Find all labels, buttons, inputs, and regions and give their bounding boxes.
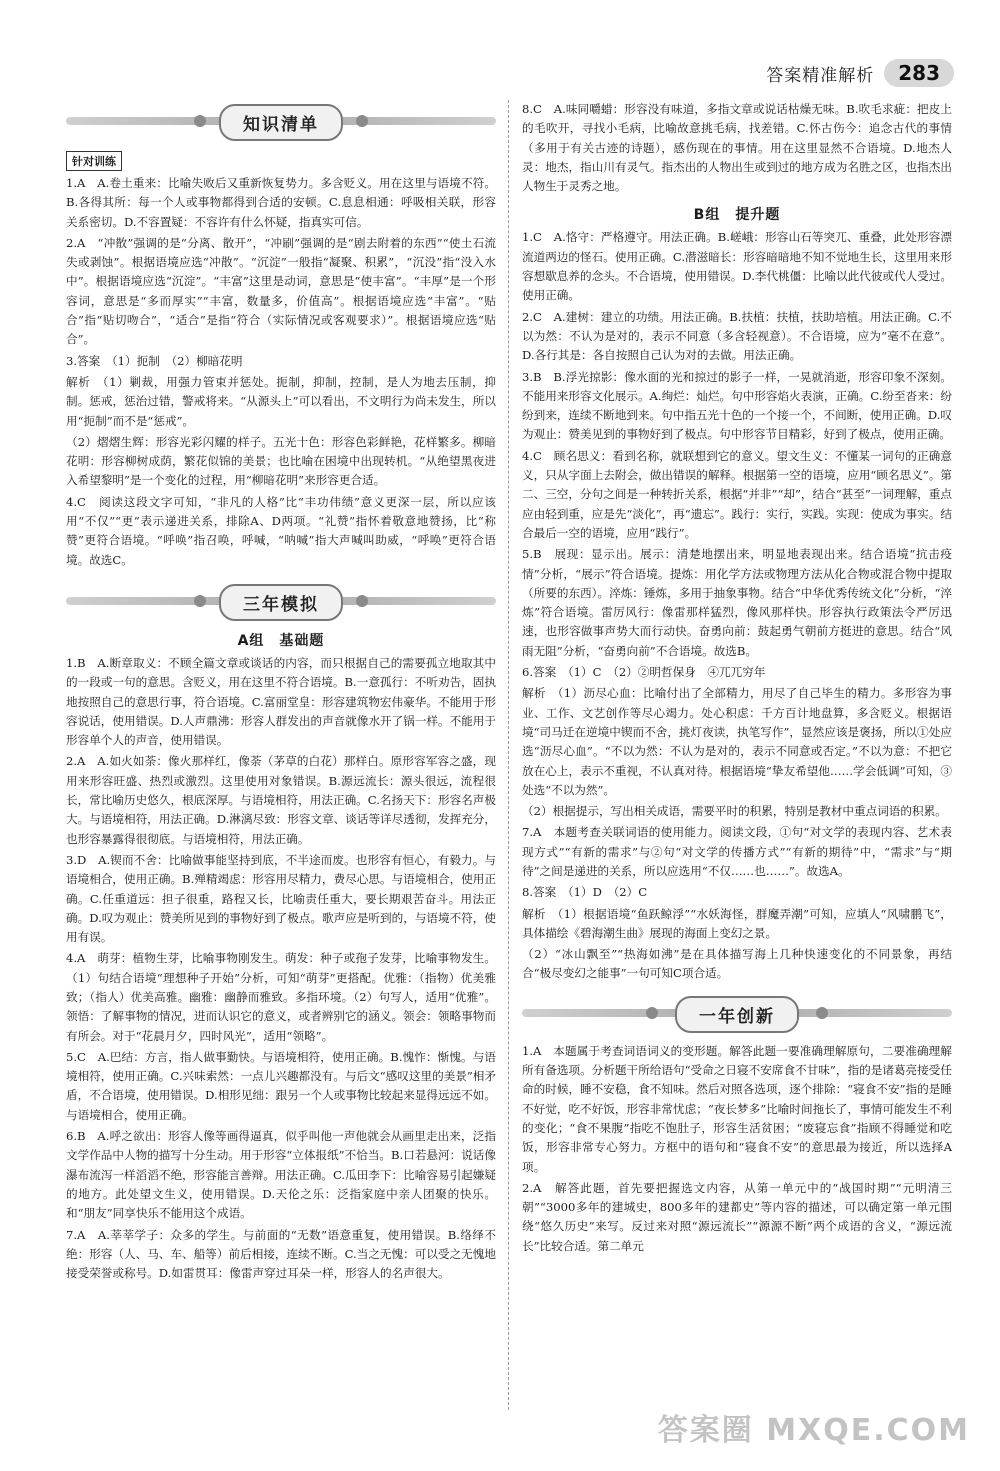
column-divider <box>508 100 509 1410</box>
answer-item: 3.D A.锲而不舍：比喻做事能坚持到底，不半途而废。也形容有恒心，有毅力。与语境相合，使用正确。B.殚精竭虑：形容用尽精力，费尽心思。与语境相合，使用正确。C.任重道远：担子很重，路程又长，比喻责任重大，要长期艰苦奋斗。用法正确。D.叹为观止：赞美所见到的事物好到了极点。歌声应是听到的，与语境不符，使用有误。 <box>66 852 496 945</box>
answer-item: 1.C A.恪守：严格遵守。用法正确。B.嵯峨：形容山石等突兀、重叠，此处形容漂流道两边的怪石。使用正确。C.潜滋暗长：形容暗暗地不知不觉地生长，这里用来形容想歇息养的念头。不合语境，使用错误。D.李代桃僵：比喻以此代彼或代人受过。使用正确。 <box>522 230 952 303</box>
page-header <box>766 56 954 90</box>
answer-item: 解析 （1）剿裁，用强力管束并惩处。扼制，抑制，控制，是人为地去压制，抑制。惩戒，惩治过错，警戒将来。“从源头上”可以看出，不文明行为尚未发生，所以用“扼制”而不是“惩戒”。 <box>66 374 496 428</box>
answer-list <box>522 1042 952 1256</box>
answer-list <box>522 228 952 983</box>
answer-item: （2）熠熠生辉：形容光彩闪耀的样子。五光十色：形容色彩鲜艳，花样繁多。柳暗花明：形容柳树成荫，繁花似锦的美景；也比喻在困境中出现转机。“从绝望黑夜进入希望黎明”是一个变化的过程，用“柳暗花明”来形容更合适。 <box>66 434 496 488</box>
answer-item: 1.A A.卷土重来：比喻失败后又重新恢复势力。多含贬义。用在这里与语境不符。B.各得其所：每一个人或事物都得到合适的安顿。C.息息相通：呼吸相关联，形容关系密切。D.不容置疑：不容许有什么怀疑，指真实可信。 <box>66 176 496 229</box>
answer-item: 解析 （1）沥尽心血：比喻付出了全部精力，用尽了自己毕生的精力。多形容为事业、工作、文艺创作等尽心竭力。处心积虑：千方百计地盘算，多含贬义。根据语境“司马迁在逆境中锲而不舍，挑灯夜读，执笔写作”，显然应该是褒扬，所以①处应选“沥尽心血”。“不以为然：不认为是对的，表示不同意或否定。”不以为意：不把它放在心上，表示不重视，不认真对待。根据语境“挚友希望他……学会低调”可知，③处选“不以为然”。 <box>522 686 952 797</box>
group-a-heading: A组 基础题 <box>237 632 325 649</box>
answer-item: 1.A 本题属于考查词语词义的变形题。解答此题一要准确理解原句，二要准确理解所有备选项。分析题干所给语句“受命之日寝不安席食不甘味”，指的是诸葛亮接受任命的时候，睡不安稳，食不知味。然后对照各选项，逐个排除：“寝食不安”指的是睡不好觉，吃不好饭，形容非常忧虑；“夜长梦多”比喻时间拖长了，事情可能发生不利的变化；“食不果腹”指吃不饱肚子，形容生活贫困；“废寝忘食”指顾不得睡觉和吃饭，形容非常专心努力。方框中的语句和“寝食不安”的意思最为接近，所以选择A项。 <box>522 1043 952 1174</box>
banner-label: 三年模拟 <box>219 584 343 621</box>
header-title: 答案精准解析 <box>766 65 875 86</box>
banner-dot-icon <box>356 595 368 607</box>
right-column <box>522 100 952 1258</box>
answer-item: 8.C A.味同嚼蜡：形容没有味道，多指文章或说话枯燥无味。B.吹毛求疵：把皮上的毛吹开，寻找小毛病，比喻故意挑毛病，找差错。C.怀古伤今：追念古代的事情（多用于有关古迹的诗题），感伤现在的事情。用在这里显然不合语境。D.地杰人灵：地杰，指山川有灵气。指杰出的人物出生或到过的地方成为名胜之区，也指杰出人物生于灵秀之地。 <box>522 102 952 194</box>
banner-dot-icon <box>356 115 368 127</box>
banner-dot-icon <box>646 1007 658 1019</box>
answer-item: 2.A 解答此题，首先要把握选文内容，从第一单元中的“战国时期”“元明清三朝”“3000多年的建城史，800多年的建都史”等内容的描述，可以确定第一单元围绕“悠久历史”来写。反过来对照“源远流长”“源源不断”两个成语的含义，“源远流长”比较合适。第二单元 <box>522 1180 952 1253</box>
answer-item: 2.A “冲散”强调的是“分离、散开”，“冲刷”强调的是“剧去附着的东西”“使土石流失或剥蚀”。根据语境应选“冲散”。“沉淀”一般指“凝聚、积累”，“沉没”指“没入水中”。根据语境应选“沉淀”。“丰富”这里是动词，意思是“使丰富”。“丰厚”是一个形容词，意思是“多而厚实”“丰富，数量多，价值高”。根据语境应选“丰富”。“贴合”指“贴切吻合”，“适合”是指“符合（实际情况或客观要求）”。根据语境应选“贴合”。 <box>66 235 496 347</box>
page-number: 283 <box>884 59 954 87</box>
answer-item: 7.A 本题考查关联词语的使用能力。阅读文段，①句“对文学的表现内容、艺术表现方式”“有新的需求”与②句“对文学的传播方式”“有新的期待”中，“需求”与“期待”之间是递进的关系，所以应选用“不仅……也……”。故选A。 <box>522 825 952 878</box>
watermark-logo: 答案圈 MXQE.COM <box>657 1413 970 1448</box>
group-b-heading: B组 提升题 <box>693 207 781 224</box>
answer-item: 3.B B.浮光掠影：像水面的光和掠过的影子一样，一晃就消逝，形容印象不深刻。不能用来形容文化展示。A.绚烂：灿烂。句中形容焰火表演，正确。C.纷至沓来：纷纷到来，连续不断地到来。句中指五光十色的一个接一个，不间断，使用正确。D.叹为观止：赞美见到的事物好到了极点。句中形容节目精彩，好到了极点，使用正确。 <box>522 369 952 442</box>
banner-label: 知识清单 <box>219 104 343 141</box>
answer-list <box>66 174 496 570</box>
answer-item: 8.答案 （1）D （2）C <box>522 885 648 900</box>
answer-item: 7.A A.莘莘学子：众多的学生。与前面的“无数”语意重复，使用错误。B.络绎不绝：形容（人、马、车、船等）前后相接，连续不断。C.当之无愧：可以受之无愧地接受荣誉或称号。D.如雷贯耳：像雷声穿过耳朵一样，形容人的名声很大。 <box>66 1227 496 1281</box>
answer-item: 5.B 展现：显示出。展示：清楚地摆出来，明显地表现出来。结合语境“抗击疫情”分析，“展示”符合语境。提炼：用化学方法或物理方法从化合物或混合物中提取（所要的东西）。淬炼：锤炼，多用于抽象事物。结合“中华优秀传统文化”分析，“淬炼”符合语境。雷厉风行：像雷那样猛烈，像风那样快。形容执行政策法令严厉迅速，也形容做事声势大而行动快。奋勇向前：鼓起勇气朝前方挺进的意思。结合“风雨无阻”分析，“奋勇向前”不合语境。故选B。 <box>522 547 952 658</box>
answer-item: （2）“冰山飘至”“热海如沸”是在具体描写海上几种快速变化的不同景象，再结合“极尽变幻之能事”一句可知C项合适。 <box>522 947 952 981</box>
answer-item: 4.C 顾名思义：看到名称，就联想到它的意义。望文生义：不懂某一词句的正确意义，只从字面上去附会，做出错误的解释。根据第一空的语境，应用“顾名思义”。第二、三空，分句之间是一种转折关系，根据“并非”“却”，结合“甚至”一词理解，重点应由轻到重，应是先“淡化”，再“遗忘”。践行：实行，实践。实现：使成为事实。结合最后一空的语境，应用“践行”。 <box>522 448 952 540</box>
left-column <box>66 100 496 1285</box>
answer-item: 4.A 萌芽：植物生芽，比喻事物刚发生。萌发：种子或孢子发芽，比喻事物发生。（1）句结合语境“理想种子开始”分析，可知“萌芽”更搭配。优雅：（指物）优美雅致；（指人）优美高雅。幽雅：幽静而雅致。多指环境。（2）句写人，适用“优雅”。领悟：了解事物的情况，进而认识它的意义，或者辨别它的涵义。领会：领略事物而有所会。对于“花晨月夕，四时风光”，适用“领略”。 <box>66 951 496 1043</box>
answer-item: 4.C 阅读这段文字可知，“非凡的人格”比“丰功伟绩”意义更深一层，所以应该用“不仅”“更”表示递进关系，排除A、D两项。“礼赞”指怀着敬意地赞扬，比“称赞”更符合语境。“呼唤”指召唤，呼喊，“呐喊”指大声喊叫助威，“呼唤”更符合语境。故选C。 <box>66 494 496 567</box>
banner-dot-icon <box>816 1007 828 1019</box>
banner-dot-icon <box>194 595 206 607</box>
banner-label: 一年创新 <box>675 996 799 1033</box>
answer-item: 5.C A.巴结：方言，指人做事勤快。与语境相符，使用正确。B.愧怍：惭愧。与语境相符，使用正确。C.兴味索然：一点儿兴趣都没有。与后文“感叹这里的美景”相矛盾，不合语境，使用错误。D.相形见绌：跟另一个人或事物比较起来显得远远不如。与语境相合，使用正确。 <box>66 1049 496 1122</box>
section-banner-one-year <box>522 996 952 1032</box>
practice-tag: 针对训练 <box>66 151 122 171</box>
answer-list <box>522 100 952 196</box>
answer-item: 2.C A.建树：建立的功绩。用法正确。B.扶植：扶植，扶助培植。用法正确。C.不以为然：不认为是对的，表示不同意（多含轻视意）。不合语境，应为“毫不在意”。D.各行其是：各自按照自己认为对的去做。用法正确。 <box>522 309 952 363</box>
answer-item: 6.答案 （1）C （2）②明哲保身 ④兀兀穷年 <box>522 665 766 680</box>
answer-item: 3.答案 （1）扼制 （2）柳暗花明 <box>66 353 243 368</box>
answer-list <box>66 654 496 1284</box>
section-banner-three-years <box>66 584 496 620</box>
answer-item: 6.B A.呼之欲出：形容人像等画得逼真，似乎叫他一声他就会从画里走出来，泛指文学作品中人物的描写十分生动。用于形容“立体报纸”不恰当。B.口若悬河：说话像瀑布流泻一样滔滔不绝，形容能言善辩。用法正确。C.瓜田李下：比喻容易引起嫌疑的地方。此处望文生义，使用错误。D.天伦之乐：泛指家庭中亲人团聚的快乐。和“朋友”同享快乐不能用这个成语。 <box>66 1129 496 1221</box>
answer-item: 2.A A.如火如荼：像火那样红，像荼（茅草的白花）那样白。原形容军容之盛，现用来形容旺盛、热烈或激烈。这里使用对象错误。B.源远流长：源头很远，流程很长，常比喻历史悠久，根底深厚。与语境相符，用法正确。C.名扬天下：形容名声极大。与语境相符，用法正确。D.淋漓尽致：形容文章、谈话等详尽透彻，发挥充分，也形容暴露得很彻底。与语境相符，用法正确。 <box>66 754 496 846</box>
banner-dot-icon <box>194 115 206 127</box>
answer-item: （2）根据提示，写出相关成语，需要平时的积累，特别是教材中重点词语的积累。 <box>522 804 947 819</box>
answer-item: 解析 （1）根据语境“鱼跃鲸浮”“水妖海怪，群魔弄潮”可知，应填人“风啸鹏飞”，具体描绘《碧海潮生曲》展现的海面上变幻之景。 <box>522 906 952 940</box>
section-banner-knowledge <box>66 104 496 140</box>
answer-item: 1.B A.断章取义：不顾全篇文章或谈话的内容，而只根据自己的需要孤立地取其中的一段或一句的意思。含贬义，用在这里不符合语境。B.一意孤行：不听劝告，固执地按照自己的意思行事，符合语境。C.富丽堂皇：形容建筑物宏伟豪华。不能用于形容说话，使用错误。D.人声鼎沸：形容人群发出的声音就像水开了锅一样。不能用于形容单个人的声音，使用错误。 <box>66 655 496 748</box>
